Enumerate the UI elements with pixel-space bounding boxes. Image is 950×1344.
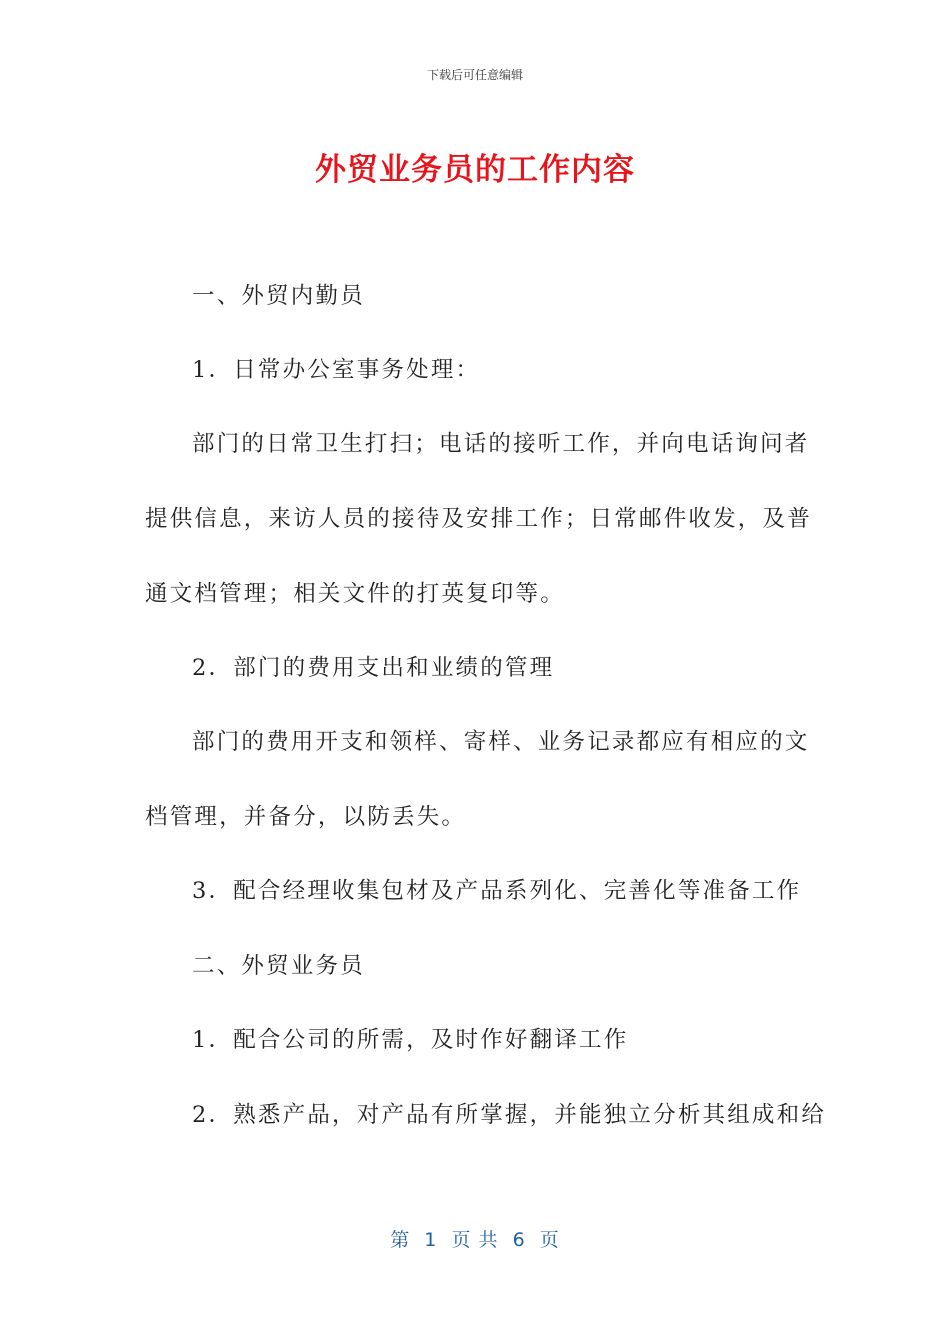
- paragraph-line: 提供信息，来访人员的接待及安排工作；日常邮件收发，及普: [145, 506, 812, 532]
- item-heading-1-3: 3．配合经理收集包材及产品系列化、完善化等准备工作: [192, 878, 802, 904]
- paragraph-line: 部门的日常卫生打扫；电话的接听工作，并向电话询问者: [192, 431, 810, 457]
- header-note: 下载后可任意编辑: [426, 68, 523, 82]
- paragraph-line: 档管理，并备分，以防丢失。: [145, 804, 467, 830]
- section-heading-2: 二、外贸业务员: [192, 953, 365, 979]
- paragraph-line: 部门的费用开支和领样、寄样、业务记录都应有相应的文: [192, 729, 810, 755]
- section-heading-1: 一、外贸内勤员: [192, 283, 365, 309]
- item-heading-1-1: 1．日常办公室事务处理：: [192, 357, 481, 383]
- item-heading-2-2: 2．熟悉产品，对产品有所掌握，并能独立分析其组成和给: [192, 1102, 827, 1128]
- item-heading-1-2: 2．部门的费用支出和业绩的管理: [192, 655, 555, 681]
- item-heading-2-1: 1．配合公司的所需，及时作好翻译工作: [192, 1027, 629, 1053]
- page-footer: 第 1 页 共 6 页: [390, 1229, 560, 1251]
- document-title: 外贸业务员的工作内容: [315, 152, 635, 188]
- paragraph-line: 通文档管理；相关文件的打英复印等。: [145, 581, 565, 607]
